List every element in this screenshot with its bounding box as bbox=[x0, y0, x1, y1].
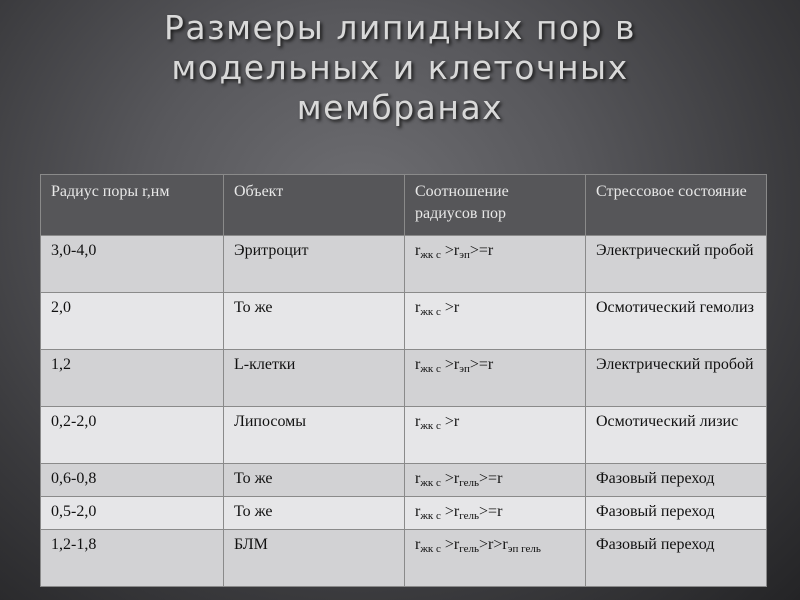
cell-ratio: $r_{жк с} >r_{гель}>=r$ bbox=[405, 497, 586, 530]
cell-stress: Осмотический лизис bbox=[586, 407, 767, 464]
pore-size-table-container bbox=[40, 174, 766, 579]
cell-stress: Фазовый переход bbox=[586, 530, 767, 587]
cell-ratio: $r_{жк с} >r$ bbox=[405, 407, 586, 464]
table-header-row bbox=[41, 175, 767, 236]
cell-radius: 0,6-0,8 bbox=[41, 464, 224, 497]
cell-ratio: $r_{жк с} >r$ bbox=[405, 293, 586, 350]
cell-stress: Фазовый переход bbox=[586, 464, 767, 497]
cell-ratio: $r_{жк с} >r_{эп}>=r$ bbox=[405, 236, 586, 293]
slide-title bbox=[60, 8, 740, 128]
cell-stress: Осмотический гемолиз bbox=[586, 293, 767, 350]
cell-object: То же bbox=[224, 497, 405, 530]
cell-radius: 1,2 bbox=[41, 350, 224, 407]
table-row bbox=[41, 497, 767, 530]
cell-radius: 0,5-2,0 bbox=[41, 497, 224, 530]
cell-object: То же bbox=[224, 464, 405, 497]
header-stress: Стрессовое состояние bbox=[586, 175, 767, 236]
cell-radius: 1,2-1,8 bbox=[41, 530, 224, 587]
table-row bbox=[41, 464, 767, 497]
table-row bbox=[41, 530, 767, 587]
cell-ratio: $r_{жк с} >r_{гель}>=r$ bbox=[405, 464, 586, 497]
cell-stress: Фазовый переход bbox=[586, 497, 767, 530]
header-radius: Радиус поры r,нм bbox=[41, 175, 224, 236]
cell-radius: 2,0 bbox=[41, 293, 224, 350]
table-row bbox=[41, 407, 767, 464]
header-object: Объект bbox=[224, 175, 405, 236]
table-row bbox=[41, 236, 767, 293]
cell-ratio: $r_{жк с} >r_{гель}>r>r_{эп гель}$ bbox=[405, 530, 586, 587]
cell-object: То же bbox=[224, 293, 405, 350]
cell-object: БЛМ bbox=[224, 530, 405, 587]
header-ratio: Соотношение радиусов пор bbox=[405, 175, 586, 236]
cell-object: Липосомы bbox=[224, 407, 405, 464]
table-row bbox=[41, 293, 767, 350]
cell-radius: 0,2-2,0 bbox=[41, 407, 224, 464]
pore-size-table bbox=[40, 174, 767, 587]
table-row bbox=[41, 350, 767, 407]
cell-object: L-клетки bbox=[224, 350, 405, 407]
title-line-1: Размеры липидных пор в bbox=[163, 8, 637, 47]
cell-radius: 3,0-4,0 bbox=[41, 236, 224, 293]
cell-ratio: $r_{жк с} >r_{эп}>=r$ bbox=[405, 350, 586, 407]
cell-stress: Электрический пробой bbox=[586, 350, 767, 407]
title-line-2: модельных и клеточных bbox=[171, 48, 629, 87]
cell-stress: Электрический пробой bbox=[586, 236, 767, 293]
cell-object: Эритроцит bbox=[224, 236, 405, 293]
title-line-3: мембранах bbox=[296, 88, 504, 127]
